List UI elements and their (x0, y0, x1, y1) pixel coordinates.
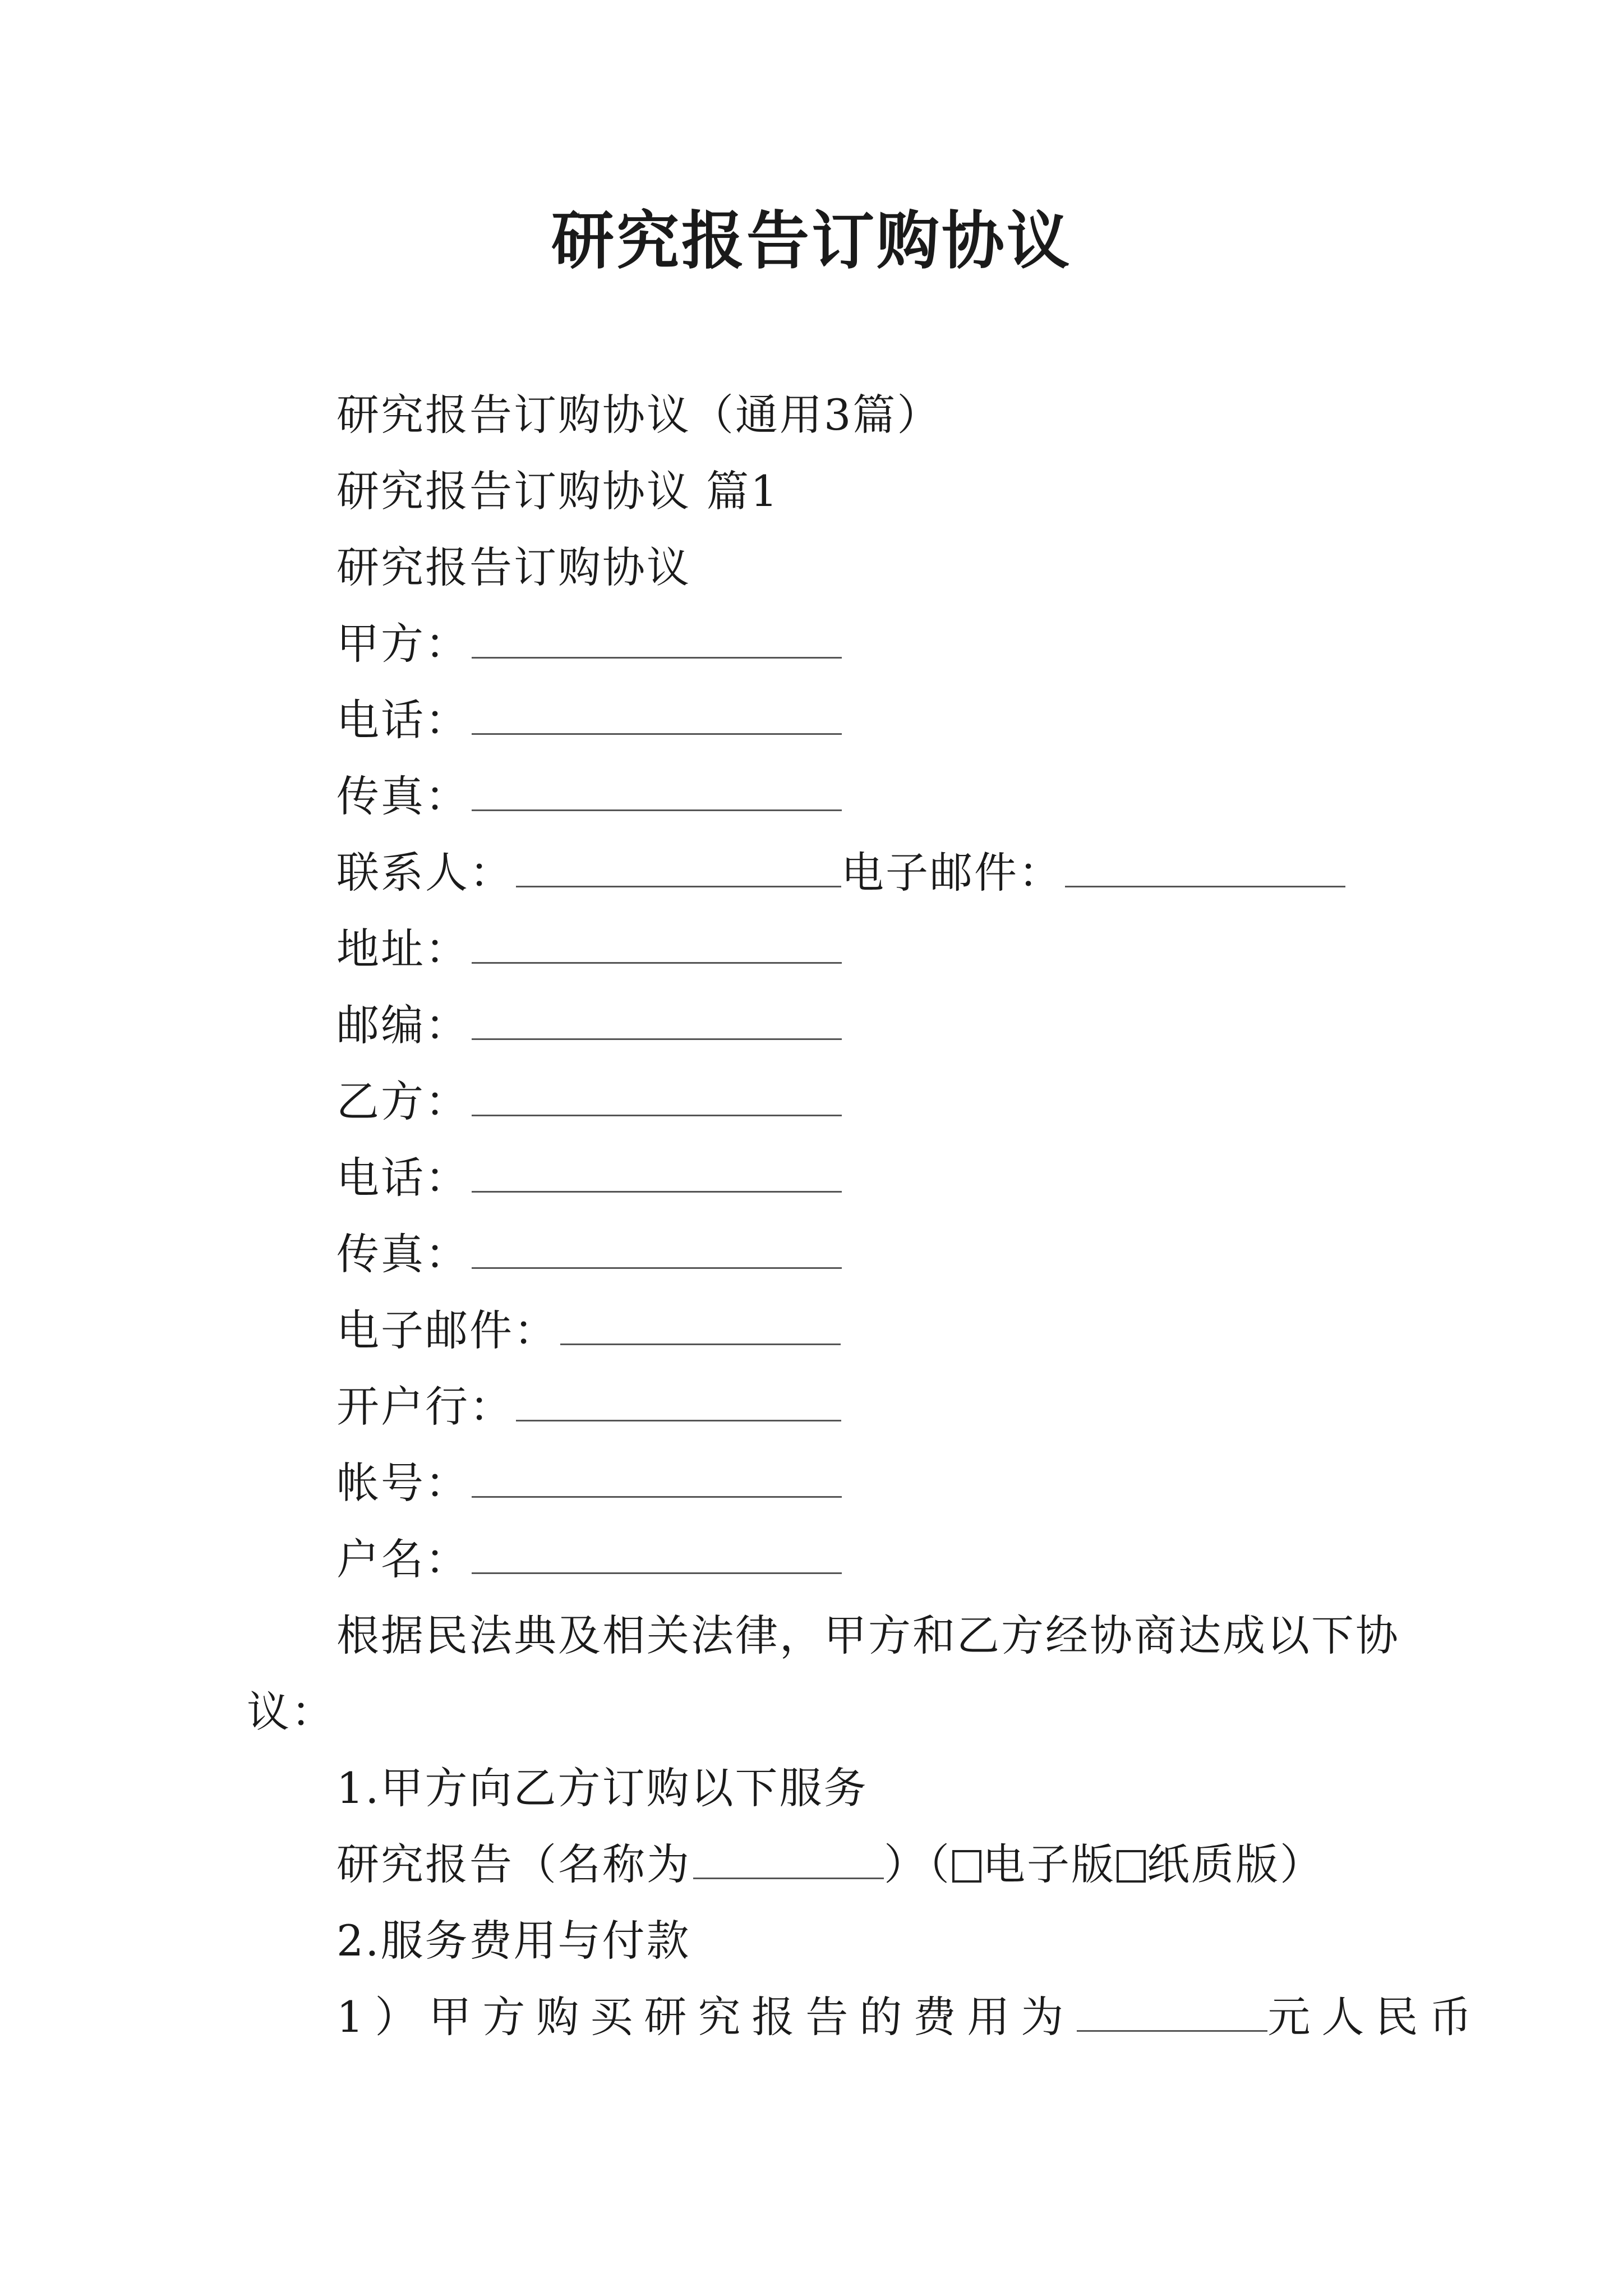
electronic-checkbox[interactable] (952, 1850, 981, 1883)
party-b-account-name-field[interactable] (472, 1538, 842, 1574)
intro-paragraph-line2: 议： (247, 1687, 335, 1737)
report-name-field[interactable] (693, 1843, 884, 1879)
party-a-phone-label: 电话： (336, 695, 469, 745)
clause2-item-prefix: 1）甲方购买研究报告的费用为 (336, 1992, 1075, 2042)
clause1-title: 1.甲方向乙方订购以下服务 (336, 1763, 868, 1813)
party-a-label: 甲方： (336, 619, 469, 669)
party-b-account-label: 帐号： (336, 1458, 469, 1508)
party-b-phone-field[interactable] (472, 1156, 842, 1193)
party-a-address-field[interactable] (472, 927, 842, 964)
party-b-bank-field[interactable] (516, 1385, 841, 1421)
section-heading: 研究报告订购协议 篇1 (336, 466, 780, 516)
agreement-name: 研究报告订购协议 (336, 542, 691, 592)
party-b-fax-row (336, 1226, 842, 1282)
party-b-row (336, 1074, 842, 1130)
clause1-item-mid: ）（ (884, 1839, 951, 1889)
party-b-account-name-label: 户名： (336, 1534, 469, 1584)
party-b-label: 乙方： (336, 1076, 469, 1126)
party-a-fax-row (336, 769, 842, 825)
party-b-account-field[interactable] (472, 1461, 842, 1498)
party-b-bank-label: 开户行： (336, 1382, 514, 1432)
party-b-bank-row (336, 1379, 841, 1435)
paper-checkbox[interactable] (1117, 1850, 1146, 1883)
party-a-phone-row (336, 692, 842, 748)
party-b-account-name-row (336, 1531, 842, 1588)
party-b-phone-label: 电话： (336, 1153, 469, 1203)
party-a-email-label: 电子邮件： (841, 848, 1063, 898)
party-a-postcode-field[interactable] (472, 1004, 842, 1040)
party-b-fax-field[interactable] (472, 1232, 842, 1269)
paper-option-label: 纸质版 (1147, 1839, 1280, 1889)
party-b-account-row (336, 1455, 842, 1511)
fee-amount-field[interactable] (1077, 1995, 1267, 2032)
clause2-item (336, 1989, 1483, 2045)
party-b-email-label: 电子邮件： (336, 1305, 558, 1355)
subtitle: 研究报告订购协议（通用3篇） (336, 390, 942, 440)
party-b-email-field[interactable] (560, 1309, 841, 1345)
party-a-postcode-row (336, 997, 842, 1053)
party-a-postcode-label: 邮编： (336, 1000, 469, 1050)
clause1-item-prefix: 研究报告（名称为 (336, 1839, 691, 1889)
party-a-email-field[interactable] (1065, 851, 1345, 887)
party-a-phone-field[interactable] (472, 698, 842, 735)
electronic-option-label: 电子版 (983, 1839, 1115, 1889)
party-b-email-row (336, 1303, 841, 1359)
clause1-item-suffix: ） (1280, 1839, 1324, 1889)
clause2-item-suffix: 元人民币 (1267, 1992, 1483, 2042)
party-a-field[interactable] (472, 622, 842, 659)
party-a-address-row (336, 921, 842, 977)
party-b-fax-label: 传真： (336, 1229, 469, 1279)
intro-paragraph-line1: 根据民法典及相关法律，甲方和乙方经协商达成以下协 (336, 1611, 1400, 1660)
document-title: 研究报告订购协议 (551, 204, 1072, 278)
party-a-contact-field[interactable] (516, 851, 841, 887)
party-b-field[interactable] (472, 1080, 842, 1116)
party-b-phone-row (336, 1150, 842, 1206)
party-a-fax-label: 传真： (336, 771, 469, 821)
party-a-contact-row (336, 845, 1345, 901)
party-a-contact-label: 联系人： (336, 848, 514, 898)
party-a-address-label: 地址： (336, 924, 469, 974)
party-a-fax-field[interactable] (472, 775, 842, 811)
clause2-title: 2.服务费用与付款 (336, 1916, 691, 1966)
clause1-item (336, 1837, 1324, 1893)
party-a-row (336, 616, 842, 672)
